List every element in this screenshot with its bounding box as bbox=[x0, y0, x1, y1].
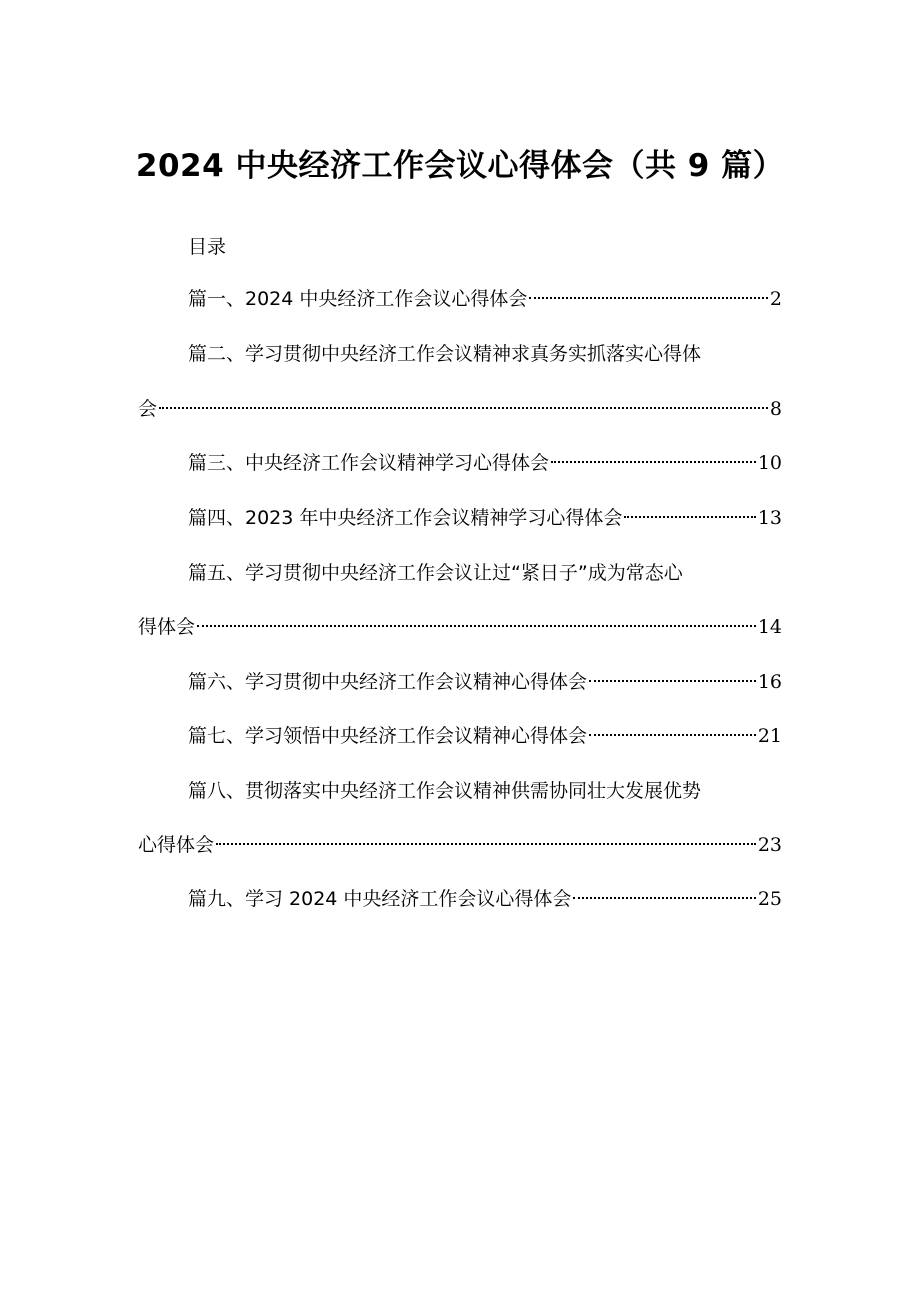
toc-entry-9[interactable] bbox=[188, 884, 782, 914]
toc-entry-title: 篇七、学习领悟中央经济工作会议精神心得体会 bbox=[188, 725, 588, 747]
toc-page-number: 10 bbox=[757, 452, 782, 474]
toc-entry-5[interactable] bbox=[188, 558, 782, 588]
dot-leader bbox=[624, 516, 755, 518]
toc-page-number: 2 bbox=[769, 288, 782, 310]
toc-page-number: 14 bbox=[757, 616, 782, 638]
toc-entry-title: 篇三、中央经济工作会议精神学习心得体会 bbox=[188, 452, 550, 474]
dot-leader bbox=[216, 843, 756, 845]
document-title: 2024 中央经济工作会议心得体会（共 9 篇） bbox=[135, 148, 785, 184]
toc-page-number: 13 bbox=[757, 507, 782, 529]
toc-entry-title: 篇二、学习贯彻中央经济工作会议精神求真务实抓落实心得体 bbox=[188, 343, 702, 365]
toc-entry-title: 得体会 bbox=[138, 616, 196, 638]
toc-page-number: 8 bbox=[769, 398, 782, 420]
toc-entry-2[interactable] bbox=[188, 339, 782, 369]
toc-entry-7[interactable] bbox=[188, 721, 782, 751]
dot-leader bbox=[589, 680, 756, 682]
toc-page-number: 25 bbox=[757, 888, 782, 910]
toc-entry-8-continuation[interactable] bbox=[138, 830, 782, 860]
toc-entry-2-continuation[interactable] bbox=[138, 394, 782, 424]
toc-entry-title: 篇六、学习贯彻中央经济工作会议精神心得体会 bbox=[188, 671, 588, 693]
dot-leader bbox=[197, 625, 756, 627]
toc-entry-title: 会 bbox=[138, 398, 158, 420]
toc-entry-title: 篇四、2023 年中央经济工作会议精神学习心得体会 bbox=[188, 507, 623, 529]
toc-entry-title: 篇八、贯彻落实中央经济工作会议精神供需协同壮大发展优势 bbox=[188, 780, 702, 802]
dot-leader bbox=[573, 897, 755, 899]
dot-leader bbox=[159, 407, 768, 409]
toc-page-number: 23 bbox=[757, 834, 782, 856]
toc-entry-6[interactable] bbox=[188, 667, 782, 697]
toc-entry-title: 篇九、学习 2024 中央经济工作会议心得体会 bbox=[188, 888, 572, 910]
dot-leader bbox=[589, 734, 756, 736]
toc-entry-8[interactable] bbox=[188, 776, 782, 806]
toc-entry-5-continuation[interactable] bbox=[138, 612, 782, 642]
toc-heading: 目录 bbox=[188, 236, 227, 258]
toc-entry-title: 篇一、2024 中央经济工作会议心得体会 bbox=[188, 288, 528, 310]
toc-page-number: 21 bbox=[757, 725, 782, 747]
toc-page-number: 16 bbox=[757, 671, 782, 693]
toc-entry-title: 心得体会 bbox=[138, 834, 215, 856]
dot-leader bbox=[551, 461, 756, 463]
toc-entry-title: 篇五、学习贯彻中央经济工作会议让过“紧日子”成为常态心 bbox=[188, 562, 683, 584]
dot-leader bbox=[529, 297, 768, 299]
toc-entry-4[interactable] bbox=[188, 503, 782, 533]
toc-entry-1[interactable] bbox=[188, 284, 782, 314]
toc-entry-3[interactable] bbox=[188, 448, 782, 478]
